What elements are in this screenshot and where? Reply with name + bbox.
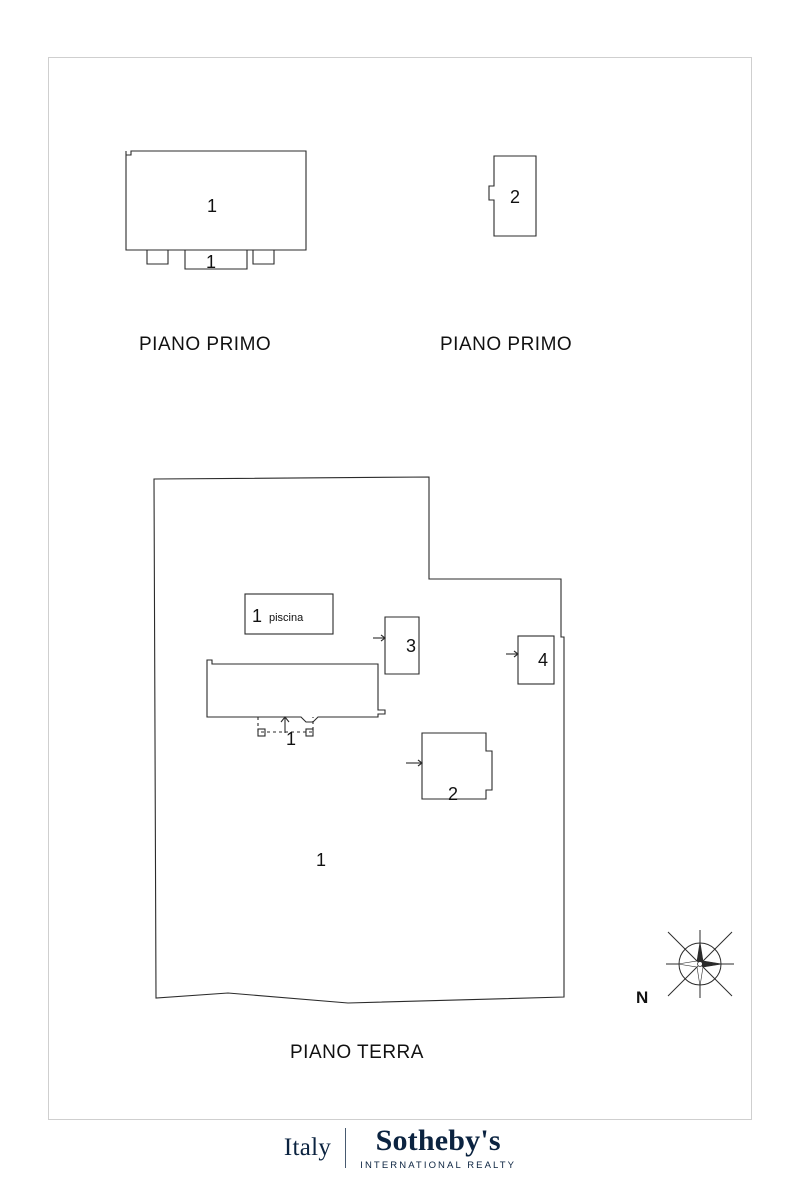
footer xyxy=(0,1126,800,1200)
label-pool-name: piscina xyxy=(269,612,304,624)
label-pool-number: 1 xyxy=(252,606,263,626)
label-first-floor-left-main: 1 xyxy=(207,196,218,216)
label-ground-unit-3: 3 xyxy=(406,636,417,656)
caption-first-floor-right: PIANO PRIMO xyxy=(440,334,573,355)
ground-villa-outline xyxy=(207,660,385,722)
footer-region: Italy xyxy=(283,1134,332,1162)
ground-plot-boundary xyxy=(154,477,564,1003)
first-floor-left-box-b xyxy=(253,250,274,264)
footer-brand-name: Sotheby's xyxy=(375,1124,501,1157)
caption-first-floor-left: PIANO PRIMO xyxy=(139,334,272,355)
footer-brand xyxy=(360,1126,516,1171)
footer-divider xyxy=(345,1128,346,1168)
label-first-floor-left-annex: 1 xyxy=(206,252,217,272)
floorplan-drawing xyxy=(48,57,752,1120)
footer-brand-tagline: INTERNATIONAL REALTY xyxy=(360,1160,517,1171)
ground-unit-4-outline xyxy=(518,636,554,684)
label-ground-unit-4: 4 xyxy=(538,650,549,670)
label-first-floor-right-main: 2 xyxy=(510,187,521,207)
compass-north-label: N xyxy=(636,988,649,1007)
label-ground-unit-2: 2 xyxy=(448,784,459,804)
label-ground-plot: 1 xyxy=(316,850,327,870)
first-floor-left-box-a xyxy=(147,250,168,264)
compass-rose-icon xyxy=(664,928,736,1000)
label-ground-villa: 1 xyxy=(286,729,297,749)
caption-ground-floor: PIANO TERRA xyxy=(290,1042,424,1063)
